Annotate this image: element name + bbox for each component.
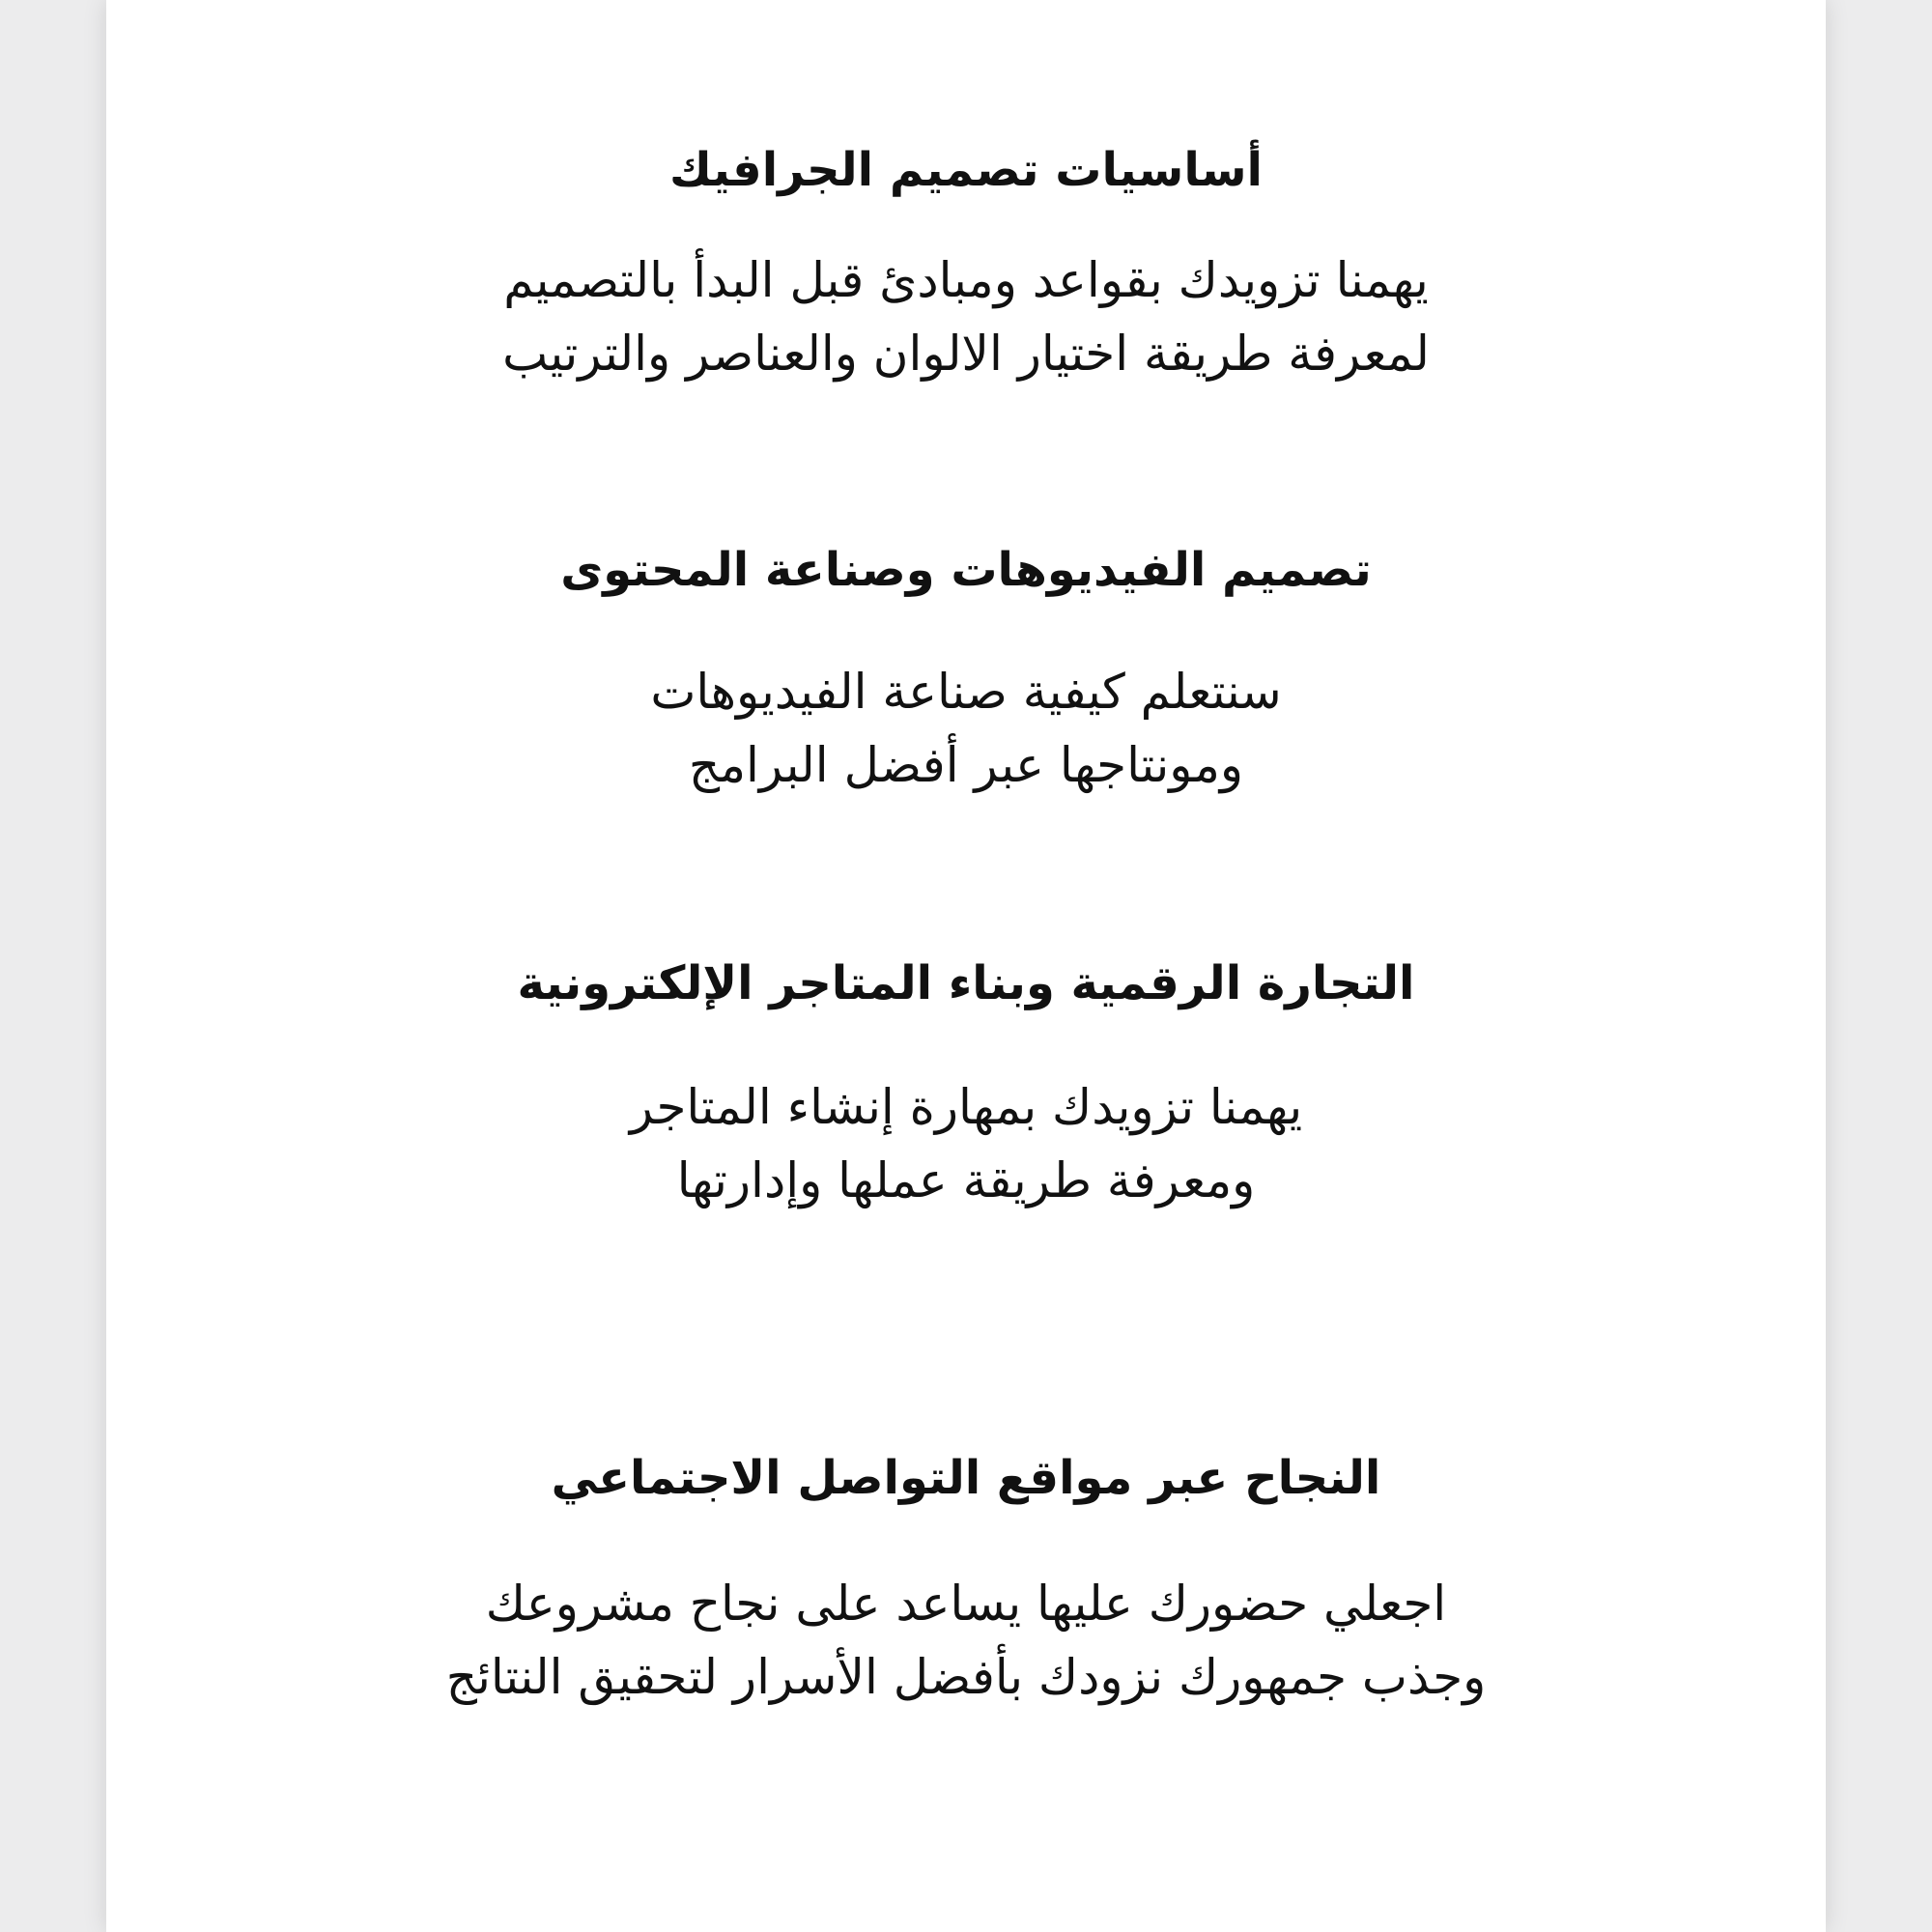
section-description — [106, 1070, 1826, 1217]
document-page — [106, 0, 1826, 1932]
description-line: اجعلي حضورك عليها يساعد على نجاح مشروعك — [485, 1576, 1447, 1632]
section-title: أساسيات تصميم الجرافيك — [669, 143, 1263, 197]
description-line: سنتعلم كيفية صناعة الفيديوهات — [650, 664, 1282, 720]
section-title: النجاح عبر مواقع التواصل الاجتماعي — [551, 1451, 1381, 1505]
section-description — [106, 655, 1826, 802]
section-description — [106, 1567, 1826, 1714]
description-line: ومعرفة طريقة عملها وإدارتها — [676, 1152, 1256, 1208]
section-title: التجارة الرقمية وبناء المتاجر الإلكترونية — [517, 956, 1415, 1010]
description-line: وجذب جمهورك نزودك بأفضل الأسرار لتحقيق النتائج — [445, 1649, 1487, 1705]
section-graphic-design — [106, 141, 1826, 390]
section-description — [106, 243, 1826, 390]
description-line: لمعرفة طريقة اختيار الالوان والعناصر والترتيب — [502, 326, 1430, 382]
section-social-media — [106, 1449, 1826, 1714]
description-line: يهمنا تزويدك بقواعد ومبادئ قبل البدأ بالتصميم — [503, 252, 1429, 308]
description-line: ومونتاجها عبر أفضل البرامج — [688, 737, 1244, 793]
section-title: تصميم الفيديوهات وصناعة المحتوى — [560, 543, 1372, 597]
description-line: يهمنا تزويدك بمهارة إنشاء المتاجر — [629, 1079, 1303, 1135]
section-video-design — [106, 541, 1826, 802]
section-digital-commerce — [106, 954, 1826, 1217]
